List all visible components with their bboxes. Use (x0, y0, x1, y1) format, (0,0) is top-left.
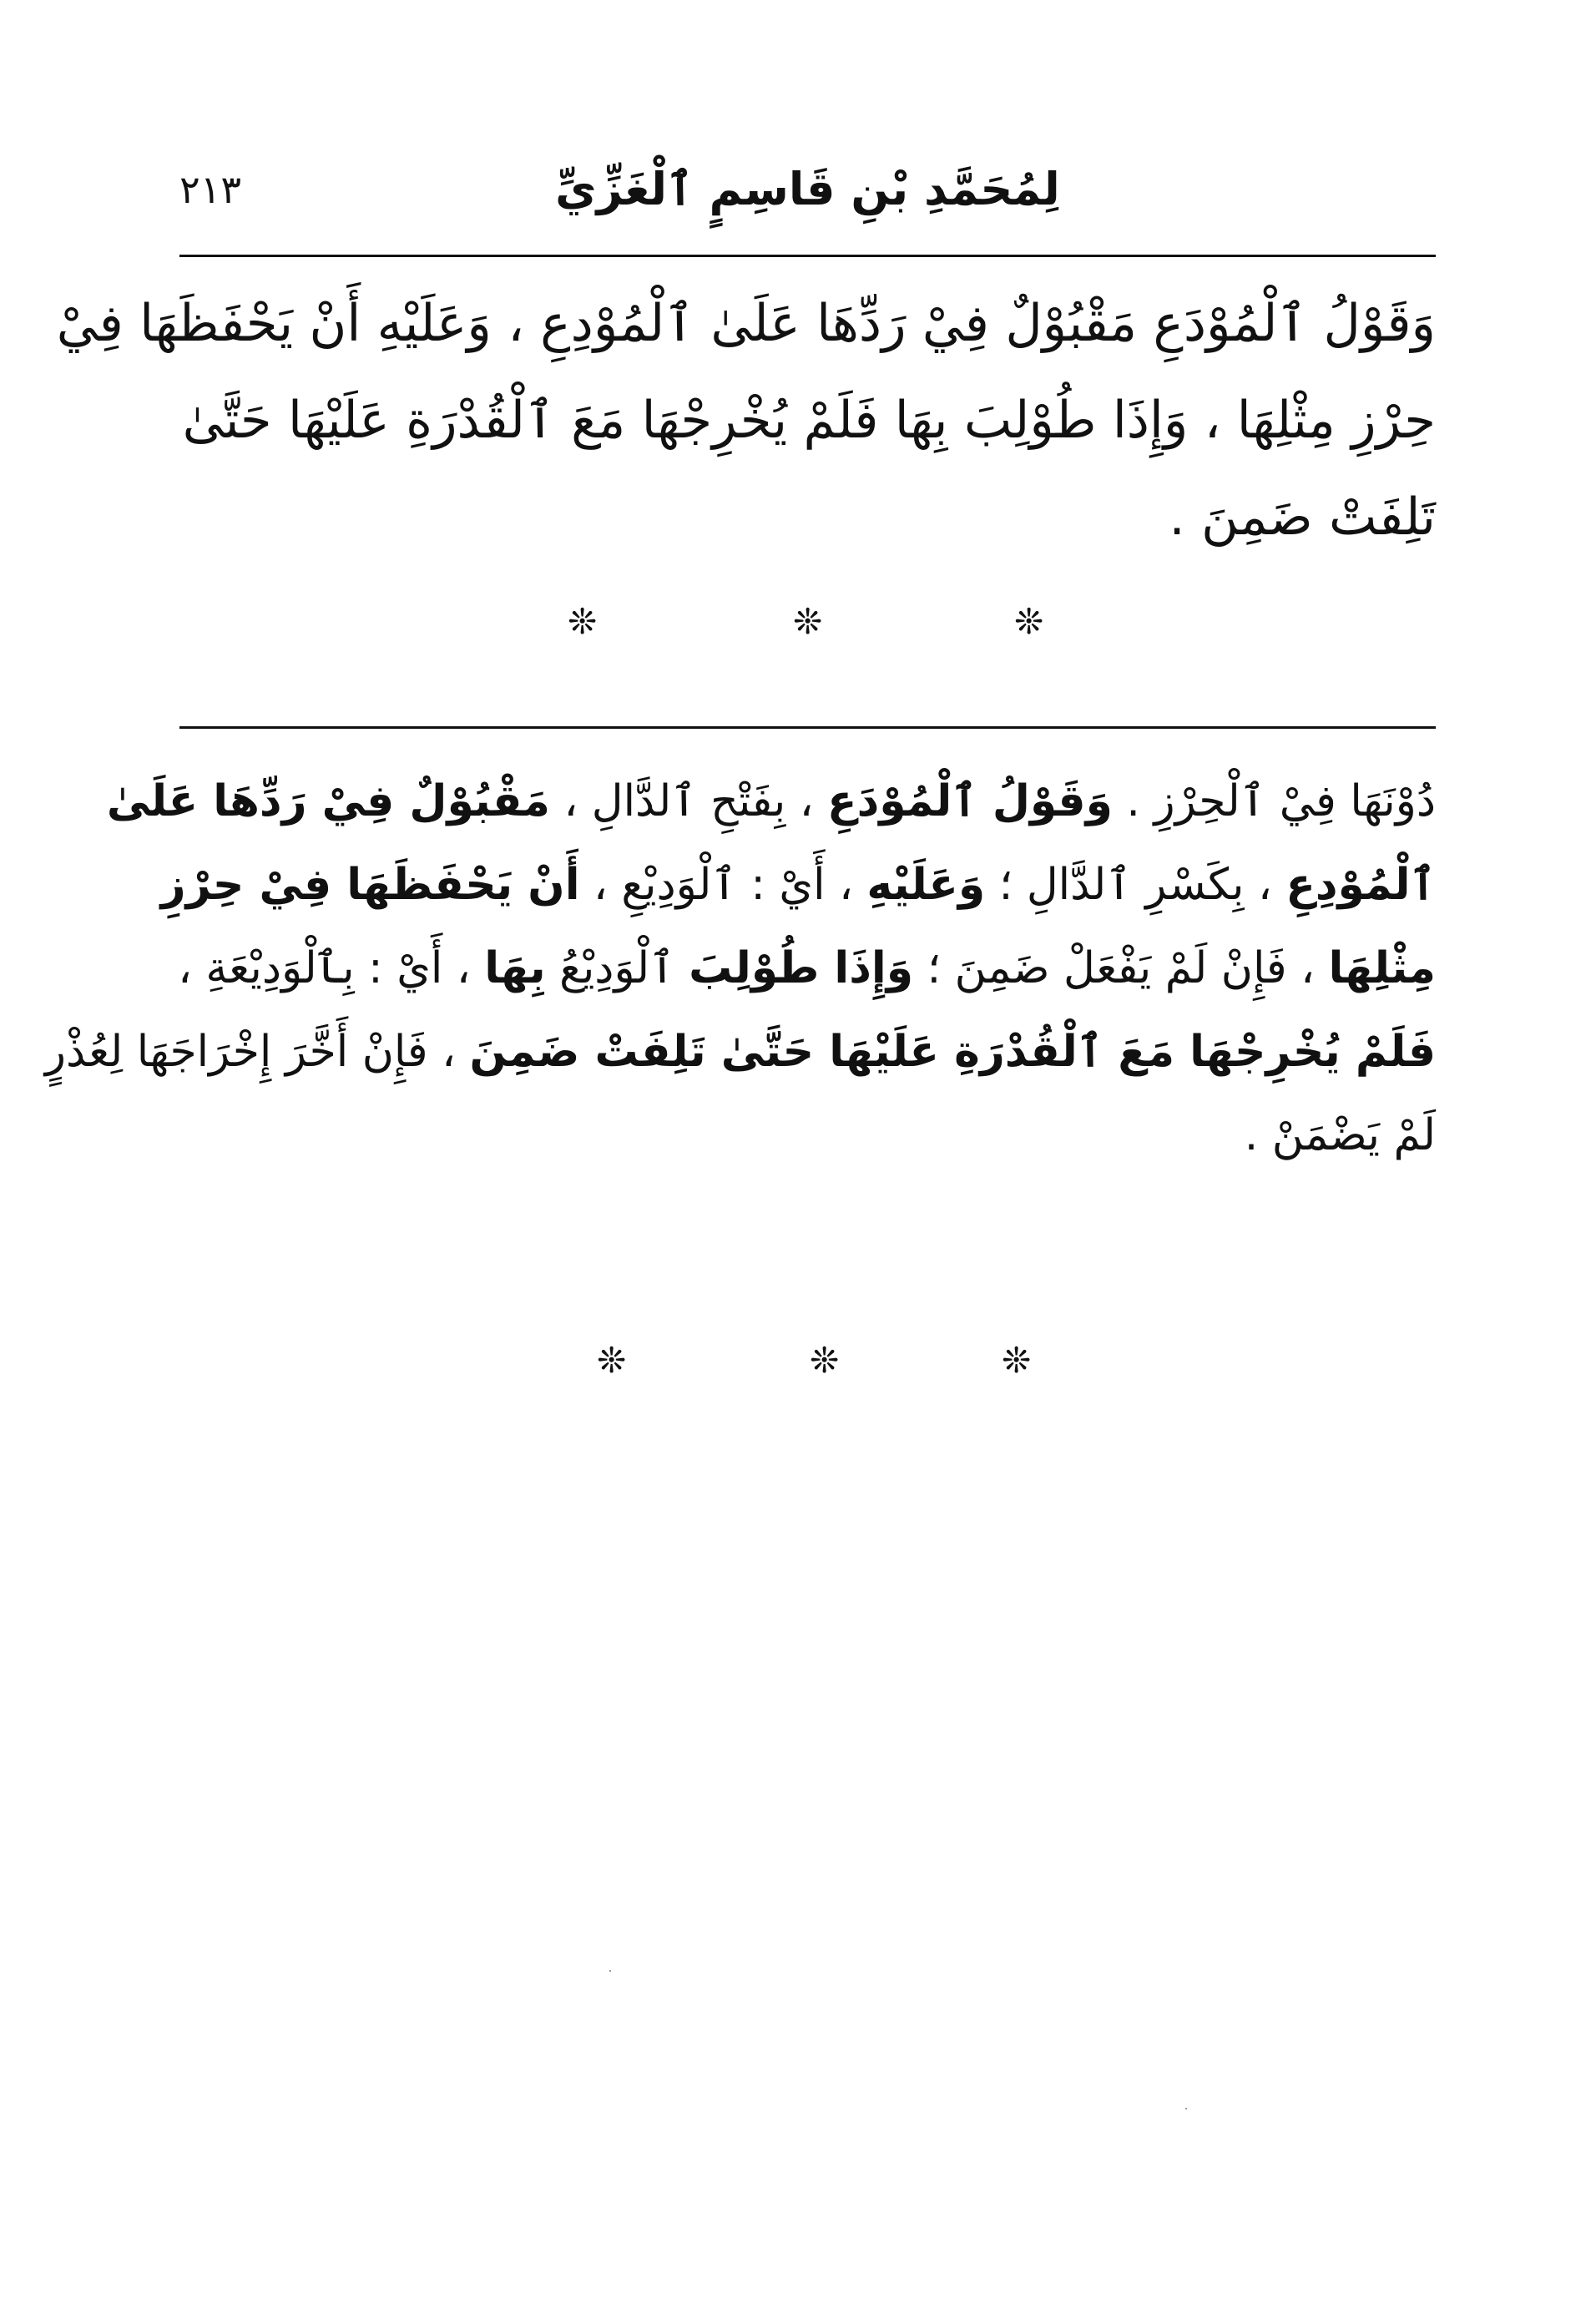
commentary-segment: ، فَإِنْ أَخَّرَ إِخْرَاجَهَا لِعُذْرٍ (44, 1027, 470, 1077)
header-rule (179, 255, 1436, 257)
commentary-rule (179, 726, 1436, 729)
asterism-ornament: ❊ (810, 1340, 840, 1381)
matn-quote: أَنْ يَحْفَظَهَا فِيْ حِرْزِ (160, 860, 580, 910)
matn-quote: وَعَلَيْهِ (866, 860, 986, 910)
commentary-line-4 (44, 1010, 1436, 1094)
matn-quote: مَقْبُوْلٌ فِيْ رَدِّهَا عَلَىٰ (106, 776, 550, 826)
commentary-line-2 (160, 843, 1436, 927)
end-ornament-divider (179, 1336, 1436, 1402)
asterism-ornament: ❊ (793, 601, 823, 642)
commentary-segment: دُوْنَهَا فِيْ ٱلْحِرْزِ . (1112, 776, 1436, 826)
scan-speck (1185, 2108, 1187, 2109)
matn-line-1: وَقَوْلُ ٱلْمُوْدَعِ مَقْبُوْلٌ فِيْ رَدِّهَا عَلَىٰ ٱلْمُوْدِعِ ، وَعَلَيْهِ أَنْ يَحْفَظَهَا فِيْ (56, 294, 1436, 353)
commentary-line-5 (179, 1094, 1436, 1177)
matn-line-2: حِرْزِ مِثْلِهَا ، وَإِذَا طُوْلِبَ بِهَا فَلَمْ يُخْرِجْهَا مَعَ ٱلْقُدْرَةِ عَلَيْهَا حَتَّىٰ (182, 391, 1436, 450)
commentary-segment: ، بِفَتْحِ ٱلدَّالِ ، (549, 776, 828, 826)
asterism-ornament: ❊ (597, 1340, 627, 1381)
commentary-segment: ، أَيْ : بِٱلْوَدِيْعَةِ ، (178, 943, 485, 993)
matn-quote: وَإِذَا طُوْلِبَ (689, 943, 914, 993)
commentary-segment: ، فَإِنْ لَمْ يَفْعَلْ ضَمِنَ ؛ (913, 943, 1329, 993)
matn-quote: فَلَمْ يُخْرِجْهَا مَعَ ٱلْقُدْرَةِ عَلَيْهَا حَتَّىٰ تَلِفَتْ ضَمِنَ (469, 1027, 1436, 1077)
running-title: لِمُحَمَّدِ بْنِ قَاسِمٍ ٱلْغَزِّيِّ (555, 163, 1060, 215)
page-number: ٢١٣ (179, 167, 242, 212)
commentary-segment: ، بِكَسْرِ ٱلدَّالِ ؛ (985, 860, 1286, 910)
commentary-line-3 (179, 927, 1436, 1010)
commentary-segment: ٱلْوَدِيْعُ (545, 943, 689, 993)
asterism-ornament: ❊ (1002, 1340, 1032, 1381)
commentary-segment: ، أَيْ : ٱلْوَدِيْعِ ، (579, 860, 867, 910)
matn-quote: ٱلْمُوْدِعِ (1285, 860, 1436, 910)
page-header (179, 150, 1436, 250)
asterism-ornament: ❊ (1014, 601, 1044, 642)
matn-quote: بِهَا (484, 943, 546, 993)
matn-quote: مِثْلِهَا (1328, 943, 1436, 993)
commentary-segment: لَمْ يَضْمَنْ . (1244, 1110, 1436, 1160)
matn-line-3: تَلِفَتْ ضَمِنَ . (1169, 488, 1436, 547)
commentary-line-1 (106, 760, 1436, 843)
matn-text (56, 275, 1436, 566)
scan-speck (609, 1970, 611, 1972)
commentary-text (44, 760, 1436, 1177)
matn-quote: وَقَوْلُ ٱلْمُوْدَعِ (827, 776, 1113, 826)
section-ornament-divider (179, 597, 1436, 664)
asterism-ornament: ❊ (568, 601, 598, 642)
